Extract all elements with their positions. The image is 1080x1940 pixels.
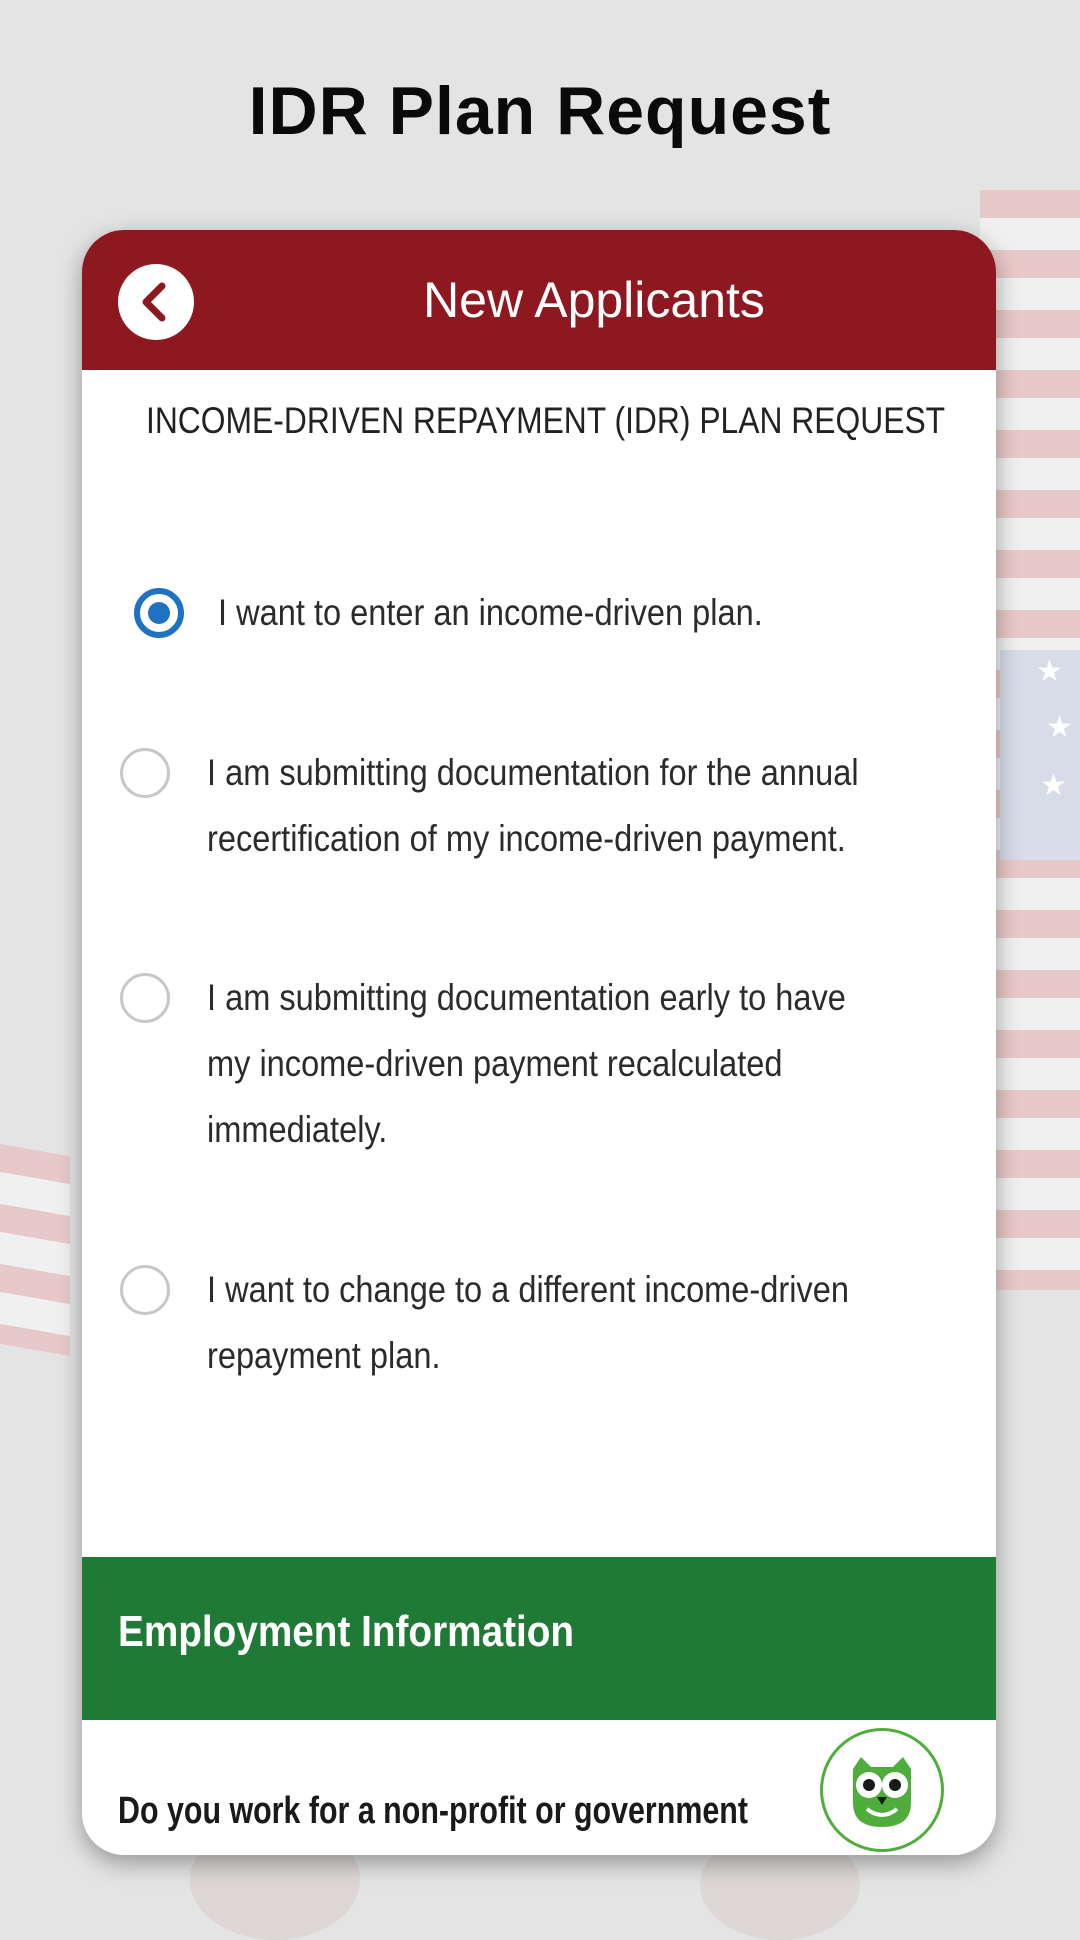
option-label-annual-recertification[interactable]: I am submitting documentation for the annual recertification of my income-driven payment. xyxy=(207,752,859,859)
background-flag-stars: ★ ★ ★ xyxy=(1000,650,1080,860)
owl-icon xyxy=(831,1739,933,1841)
form-title: INCOME-DRIVEN REPAYMENT (IDR) PLAN REQUEST xyxy=(145,400,946,441)
page-title: IDR Plan Request xyxy=(248,73,832,149)
option-label-enter-plan[interactable]: I want to enter an income-driven plan. xyxy=(218,592,763,633)
chat-assistant-button[interactable] xyxy=(820,1728,944,1852)
section-title: Employment Information xyxy=(118,1607,575,1656)
header-title: New Applicants xyxy=(423,272,765,328)
option-label-early-recalculation[interactable]: I am submitting documentation early to have my income-driven payment recalculated immediately. xyxy=(207,977,846,1150)
radio-button-annual-recertification[interactable] xyxy=(120,748,170,798)
employment-question: Do you work for a non-profit or government xyxy=(118,1790,748,1832)
radio-button-early-recalculation[interactable] xyxy=(120,973,170,1023)
back-button[interactable] xyxy=(118,264,194,340)
option-label-change-plan[interactable]: I want to change to a different income-driven repayment plan. xyxy=(207,1269,849,1376)
app-header xyxy=(82,230,996,370)
radio-button-change-plan[interactable] xyxy=(120,1265,170,1315)
phone-screen xyxy=(82,230,996,1855)
chevron-left-icon xyxy=(118,264,194,340)
employment-section-header xyxy=(82,1557,996,1720)
radio-button-enter-plan[interactable] xyxy=(134,588,184,638)
background-flag-stripes-left xyxy=(0,1144,70,1356)
